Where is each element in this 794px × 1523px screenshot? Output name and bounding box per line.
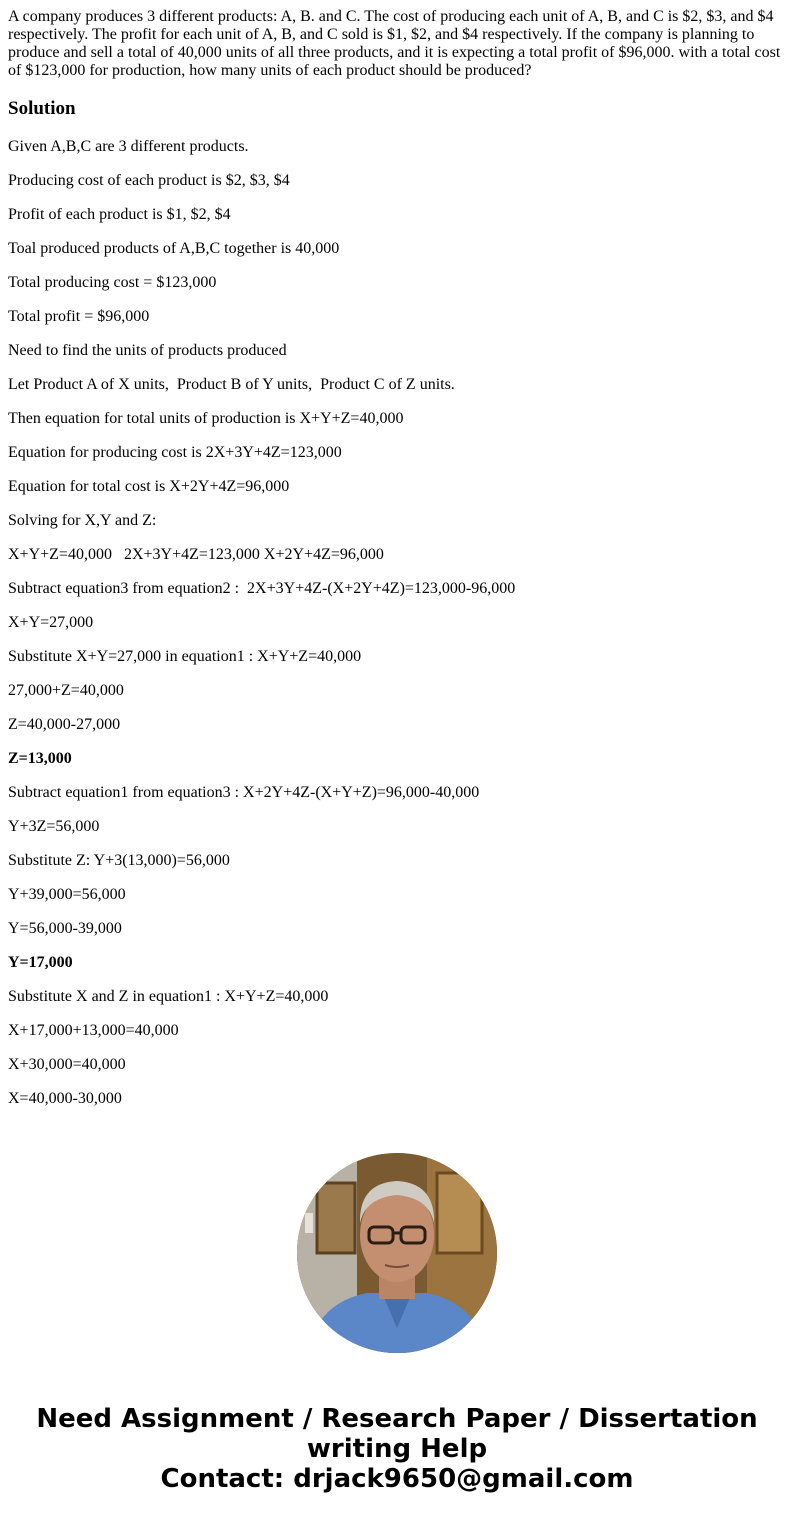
solution-step: Substitute X and Z in equation1 : X+Y+Z=40,000 xyxy=(8,988,329,1005)
solution-step: X+30,000=40,000 xyxy=(8,1056,126,1073)
solution-step: X+Y+Z=40,000 2X+3Y+4Z=123,000 X+2Y+4Z=96,000 xyxy=(8,546,384,563)
author-portrait xyxy=(297,1153,497,1353)
solution-step: Given A,B,C are 3 different products. xyxy=(8,138,249,155)
contact-line: Contact: drjack9650@gmail.com xyxy=(160,1464,634,1494)
solution-heading: Solution xyxy=(8,98,76,119)
solution-step: Toal produced products of A,B,C together is 40,000 xyxy=(8,240,340,257)
solution-step: Solving for X,Y and Z: xyxy=(8,512,157,529)
solution-step: Y+39,000=56,000 xyxy=(8,886,126,903)
author-avatar xyxy=(297,1153,497,1353)
question-text: A company produces 3 different products: A, B. and C. The cost of producing each unit of A, B, and C is $2, $3, and $4 respectively. The profit for each unit of A, B, and C sold is $1, $2, and $4 respectively. If the company is planning to produce and sell a total of 40,000 units of all three products, and it is expecting a total profit of $96,000. with a total cost of $123,000 for production, how many units of each product should be produced? xyxy=(8,8,781,79)
solution-step: X=40,000-30,000 xyxy=(8,1090,122,1107)
solution-step: Total profit = $96,000 xyxy=(8,308,150,325)
promo-line: writing Help xyxy=(306,1434,488,1464)
result-z: Z=13,000 xyxy=(8,750,72,767)
solution-step: Producing cost of each product is $2, $3, $4 xyxy=(8,172,290,189)
solution-step: Profit of each product is $1, $2, $4 xyxy=(8,206,231,223)
solution-step: Substitute Z: Y+3(13,000)=56,000 xyxy=(8,852,230,869)
promo-line: Need Assignment / Research Paper / Dissertation xyxy=(36,1404,758,1434)
promo-banner xyxy=(0,1404,794,1494)
solution-step: Substitute X+Y=27,000 in equation1 : X+Y+Z=40,000 xyxy=(8,648,362,665)
solution-step: Y+3Z=56,000 xyxy=(8,818,100,835)
solution-step: Y=56,000-39,000 xyxy=(8,920,122,937)
solution-step: 27,000+Z=40,000 xyxy=(8,682,124,699)
solution-step: X+Y=27,000 xyxy=(8,614,94,631)
solution-step: Equation for total cost is X+2Y+4Z=96,000 xyxy=(8,478,290,495)
solution-step: Total producing cost = $123,000 xyxy=(8,274,217,291)
result-y: Y=17,000 xyxy=(8,954,73,971)
solution-step: X+17,000+13,000=40,000 xyxy=(8,1022,179,1039)
solution-step: Let Product A of X units, Product B of Y units, Product C of Z units. xyxy=(8,376,455,393)
solution-step: Equation for producing cost is 2X+3Y+4Z=123,000 xyxy=(8,444,342,461)
solution-step: Need to find the units of products produced xyxy=(8,342,287,359)
solution-step: Subtract equation1 from equation3 : X+2Y+4Z-(X+Y+Z)=96,000-40,000 xyxy=(8,784,480,801)
solution-step: Then equation for total units of production is X+Y+Z=40,000 xyxy=(8,410,404,427)
solution-step: Z=40,000-27,000 xyxy=(8,716,121,733)
solution-steps xyxy=(8,138,786,1124)
solution-step: Subtract equation3 from equation2 : 2X+3Y+4Z-(X+2Y+4Z)=123,000-96,000 xyxy=(8,580,516,597)
